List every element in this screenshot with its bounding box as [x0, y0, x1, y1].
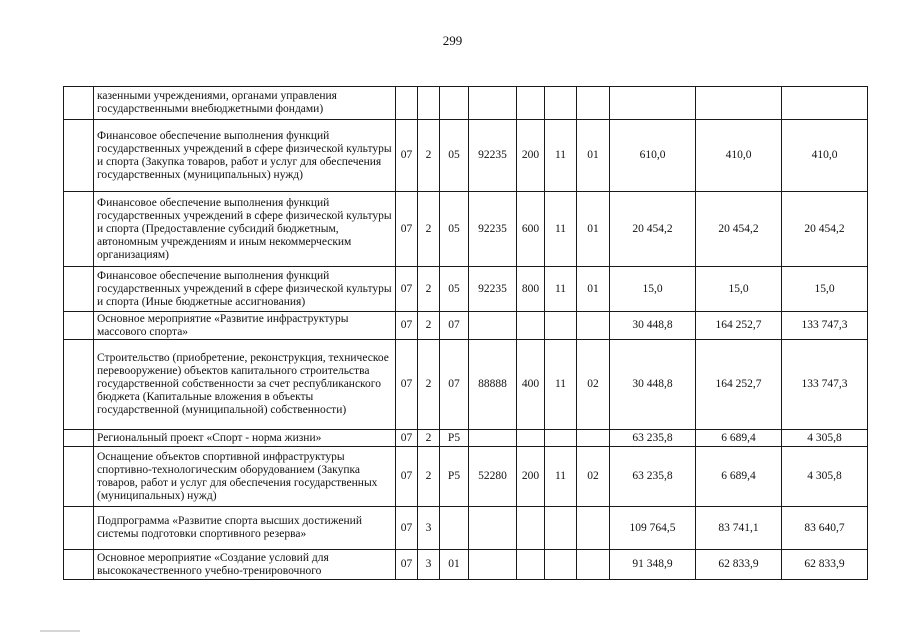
row-marker-cell — [64, 192, 94, 267]
subsection-code: 2 — [418, 430, 440, 447]
subsection-code: 2 — [418, 447, 440, 507]
amount-year-1: 20 454,2 — [610, 192, 696, 267]
subsection-code — [418, 87, 440, 120]
target-article-code: 92235 — [469, 267, 517, 312]
expense-type-code — [517, 312, 545, 340]
amount-year-2: 410,0 — [696, 120, 782, 192]
amount-year-3: 83 640,7 — [782, 507, 868, 550]
target-article-code — [469, 507, 517, 550]
amount-year-2: 6 689,4 — [696, 430, 782, 447]
item-name: Подпрограмма «Развитие спорта высших достижений системы подготовки спортивного резерва» — [94, 507, 396, 550]
subsection-code-2: 01 — [577, 120, 610, 192]
budget-table — [63, 86, 868, 580]
amount-year-3 — [782, 87, 868, 120]
table-row — [64, 430, 868, 447]
program-code: 01 — [440, 550, 469, 580]
expense-type-code — [517, 507, 545, 550]
subsection-code-2: 02 — [577, 340, 610, 430]
amount-year-1: 63 235,8 — [610, 447, 696, 507]
row-marker-cell — [64, 267, 94, 312]
amount-year-2: 20 454,2 — [696, 192, 782, 267]
amount-year-1: 91 348,9 — [610, 550, 696, 580]
item-name: Региональный проект «Спорт - норма жизни» — [94, 430, 396, 447]
table-row — [64, 120, 868, 192]
section-code-2: 11 — [545, 192, 577, 267]
amount-year-1: 15,0 — [610, 267, 696, 312]
amount-year-2: 6 689,4 — [696, 447, 782, 507]
amount-year-2 — [696, 87, 782, 120]
section-code-2: 11 — [545, 267, 577, 312]
program-code — [440, 87, 469, 120]
page-number: 299 — [442, 33, 463, 48]
amount-year-1: 610,0 — [610, 120, 696, 192]
subsection-code-2 — [577, 87, 610, 120]
item-name: казенными учреждениями, органами управления государственными внебюджетными фондами) — [94, 87, 396, 120]
subsection-code-2 — [577, 430, 610, 447]
section-code-2 — [545, 312, 577, 340]
table-row — [64, 312, 868, 340]
amount-year-2: 62 833,9 — [696, 550, 782, 580]
target-article-code — [469, 87, 517, 120]
row-marker-cell — [64, 312, 94, 340]
target-article-code: 88888 — [469, 340, 517, 430]
scan-artifact — [40, 630, 80, 632]
row-marker-cell — [64, 430, 94, 447]
row-marker-cell — [64, 447, 94, 507]
section-code: 07 — [396, 120, 418, 192]
row-marker-cell — [64, 120, 94, 192]
program-code: P5 — [440, 430, 469, 447]
target-article-code: 52280 — [469, 447, 517, 507]
program-code: 07 — [440, 312, 469, 340]
program-code: 07 — [440, 340, 469, 430]
table-row — [64, 340, 868, 430]
expense-type-code: 200 — [517, 120, 545, 192]
expense-type-code — [517, 87, 545, 120]
program-code: 05 — [440, 267, 469, 312]
section-code-2: 11 — [545, 120, 577, 192]
amount-year-3: 4 305,8 — [782, 430, 868, 447]
section-code-2 — [545, 550, 577, 580]
amount-year-2: 164 252,7 — [696, 312, 782, 340]
item-name: Финансовое обеспечение выполнения функций государственных учреждений в сфере физической культуры и спорта (Иные бюджетные ассигнования) — [94, 267, 396, 312]
target-article-code — [469, 550, 517, 580]
table-row — [64, 550, 868, 580]
amount-year-2: 164 252,7 — [696, 340, 782, 430]
table-row — [64, 192, 868, 267]
amount-year-2: 15,0 — [696, 267, 782, 312]
target-article-code — [469, 312, 517, 340]
amount-year-3: 133 747,3 — [782, 312, 868, 340]
amount-year-3: 15,0 — [782, 267, 868, 312]
expense-type-code — [517, 550, 545, 580]
amount-year-1 — [610, 87, 696, 120]
subsection-code: 2 — [418, 340, 440, 430]
section-code: 07 — [396, 340, 418, 430]
target-article-code: 92235 — [469, 192, 517, 267]
subsection-code-2 — [577, 312, 610, 340]
amount-year-2: 83 741,1 — [696, 507, 782, 550]
section-code-2 — [545, 430, 577, 447]
subsection-code-2: 01 — [577, 192, 610, 267]
section-code: 07 — [396, 312, 418, 340]
subsection-code: 3 — [418, 550, 440, 580]
section-code: 07 — [396, 267, 418, 312]
item-name: Строительство (приобретение, реконструкция, техническое перевооружение) объектов капитального строительства государственной собственности за счет республиканского бюджета (Капитальные вложения в объекты государственной (муниципальной) собственности) — [94, 340, 396, 430]
section-code: 07 — [396, 447, 418, 507]
subsection-code-2: 02 — [577, 447, 610, 507]
section-code: 07 — [396, 430, 418, 447]
table-row — [64, 267, 868, 312]
section-code: 07 — [396, 550, 418, 580]
subsection-code: 2 — [418, 192, 440, 267]
amount-year-3: 410,0 — [782, 120, 868, 192]
subsection-code: 2 — [418, 267, 440, 312]
section-code-2: 11 — [545, 340, 577, 430]
program-code: P5 — [440, 447, 469, 507]
item-name: Основное мероприятие «Развитие инфраструктуры массового спорта» — [94, 312, 396, 340]
expense-type-code — [517, 430, 545, 447]
subsection-code-2: 01 — [577, 267, 610, 312]
amount-year-1: 63 235,8 — [610, 430, 696, 447]
subsection-code: 2 — [418, 312, 440, 340]
item-name: Финансовое обеспечение выполнения функций государственных учреждений в сфере физической культуры и спорта (Предоставление субсидий бюджетным, автономным учреждениям и иным некоммерческим организациям) — [94, 192, 396, 267]
section-code-2 — [545, 507, 577, 550]
expense-type-code: 400 — [517, 340, 545, 430]
expense-type-code: 800 — [517, 267, 545, 312]
subsection-code-2 — [577, 507, 610, 550]
amount-year-1: 30 448,8 — [610, 312, 696, 340]
program-code: 05 — [440, 192, 469, 267]
expense-type-code: 600 — [517, 192, 545, 267]
amount-year-3: 20 454,2 — [782, 192, 868, 267]
expense-type-code: 200 — [517, 447, 545, 507]
item-name: Оснащение объектов спортивной инфраструктуры спортивно-технологическим оборудованием (Закупка товаров, работ и услуг для обеспечения государственных (муниципальных) нужд) — [94, 447, 396, 507]
program-code — [440, 507, 469, 550]
amount-year-1: 109 764,5 — [610, 507, 696, 550]
subsection-code: 2 — [418, 120, 440, 192]
row-marker-cell — [64, 87, 94, 120]
amount-year-3: 133 747,3 — [782, 340, 868, 430]
subsection-code: 3 — [418, 507, 440, 550]
target-article-code: 92235 — [469, 120, 517, 192]
table-row — [64, 507, 868, 550]
section-code-2 — [545, 87, 577, 120]
row-marker-cell — [64, 340, 94, 430]
table-row — [64, 447, 868, 507]
section-code — [396, 87, 418, 120]
amount-year-3: 62 833,9 — [782, 550, 868, 580]
section-code: 07 — [396, 507, 418, 550]
table-row — [64, 87, 868, 120]
row-marker-cell — [64, 550, 94, 580]
item-name: Основное мероприятие «Создание условий для высококачественного учебно-тренировочного — [94, 550, 396, 580]
item-name: Финансовое обеспечение выполнения функций государственных учреждений в сфере физической культуры и спорта (Закупка товаров, работ и услуг для обеспечения государственных (муниципальных) нужд) — [94, 120, 396, 192]
section-code: 07 — [396, 192, 418, 267]
subsection-code-2 — [577, 550, 610, 580]
amount-year-1: 30 448,8 — [610, 340, 696, 430]
program-code: 05 — [440, 120, 469, 192]
target-article-code — [469, 430, 517, 447]
amount-year-3: 4 305,8 — [782, 447, 868, 507]
section-code-2: 11 — [545, 447, 577, 507]
row-marker-cell — [64, 507, 94, 550]
